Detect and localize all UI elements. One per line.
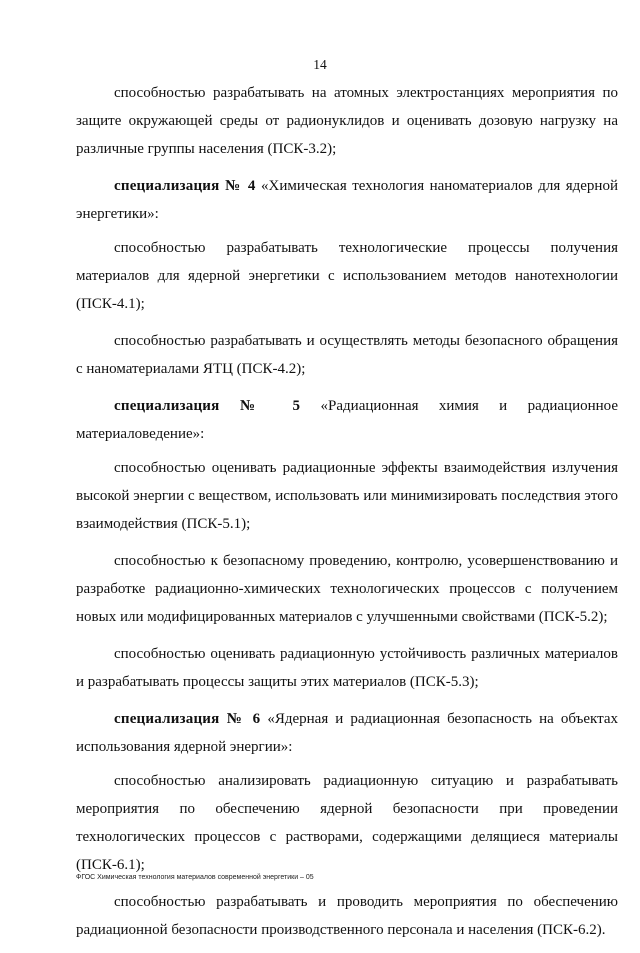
specialization-4-label: специализация № 4 [114,178,256,194]
ability-psk-4-2: способностью разрабатывать и осуществлять методы безопасного обращения с наноматериалами ЯТЦ (ПСК-4.2); [76,333,618,377]
specialization-4-heading [76,172,618,228]
ability-psk-5-1: способностью оценивать радиационные эффекты взаимодействия излучения высокой энергии с веществом, использовать или минимизировать последствия этого взаимодействия (ПСК-5.1); [76,460,618,532]
ability-psk-6-2: способностью разрабатывать и проводить мероприятия по обеспечению радиационной безопасности производственного персонала и населения (ПСК-6.2). [76,894,618,938]
specialization-5-heading [76,392,618,448]
specialization-5-title: «Радиационная химия и радиационное материаловедение»: [76,398,618,442]
ability-psk-6-1: способностью анализировать радиационную ситуацию и разрабатывать мероприятия по обеспечению ядерной безопасности при проведении технологических процессов с растворами, содержащими делящиеся материалы (ПСК-6.1); [76,773,618,873]
ability-psk-5-2: способностью к безопасному проведению, контролю, усовершенствованию и разработке радиационно-химических технологических процессов с получением новых или модифицированных материалов с улучшенными свойствами (ПСК-5.2); [76,553,618,625]
specialization-6-label: специализация № 6 [114,711,261,727]
ability-psk-5-3: способностью оценивать радиационную устойчивость различных материалов и разрабатывать процессы защиты этих материалов (ПСК-5.3); [76,646,618,690]
ability-psk-3-2: способностью разрабатывать на атомных электростанциях мероприятия по защите окружающей среды от радионуклидов и оценивать дозовую нагрузку на различные группы населения (ПСК-3.2); [76,85,618,157]
page-footer: ФГОС Химическая технология материалов современной энергетики – 05 [76,874,314,881]
ability-psk-4-1: способностью разрабатывать технологические процессы получения материалов для ядерной энергетики с использованием методов нанотехнологии (ПСК-4.1); [76,240,618,312]
specialization-6-heading [76,705,618,761]
specialization-4-title: «Химическая технология наноматериалов для ядерной энергетики»: [76,178,618,222]
page-number: 14 [313,57,327,72]
specialization-5-label: специализация № 5 [114,398,301,414]
specialization-6-title: «Ядерная и радиационная безопасность на объектах использования ядерной энергии»: [76,711,618,755]
document-body [76,79,618,953]
